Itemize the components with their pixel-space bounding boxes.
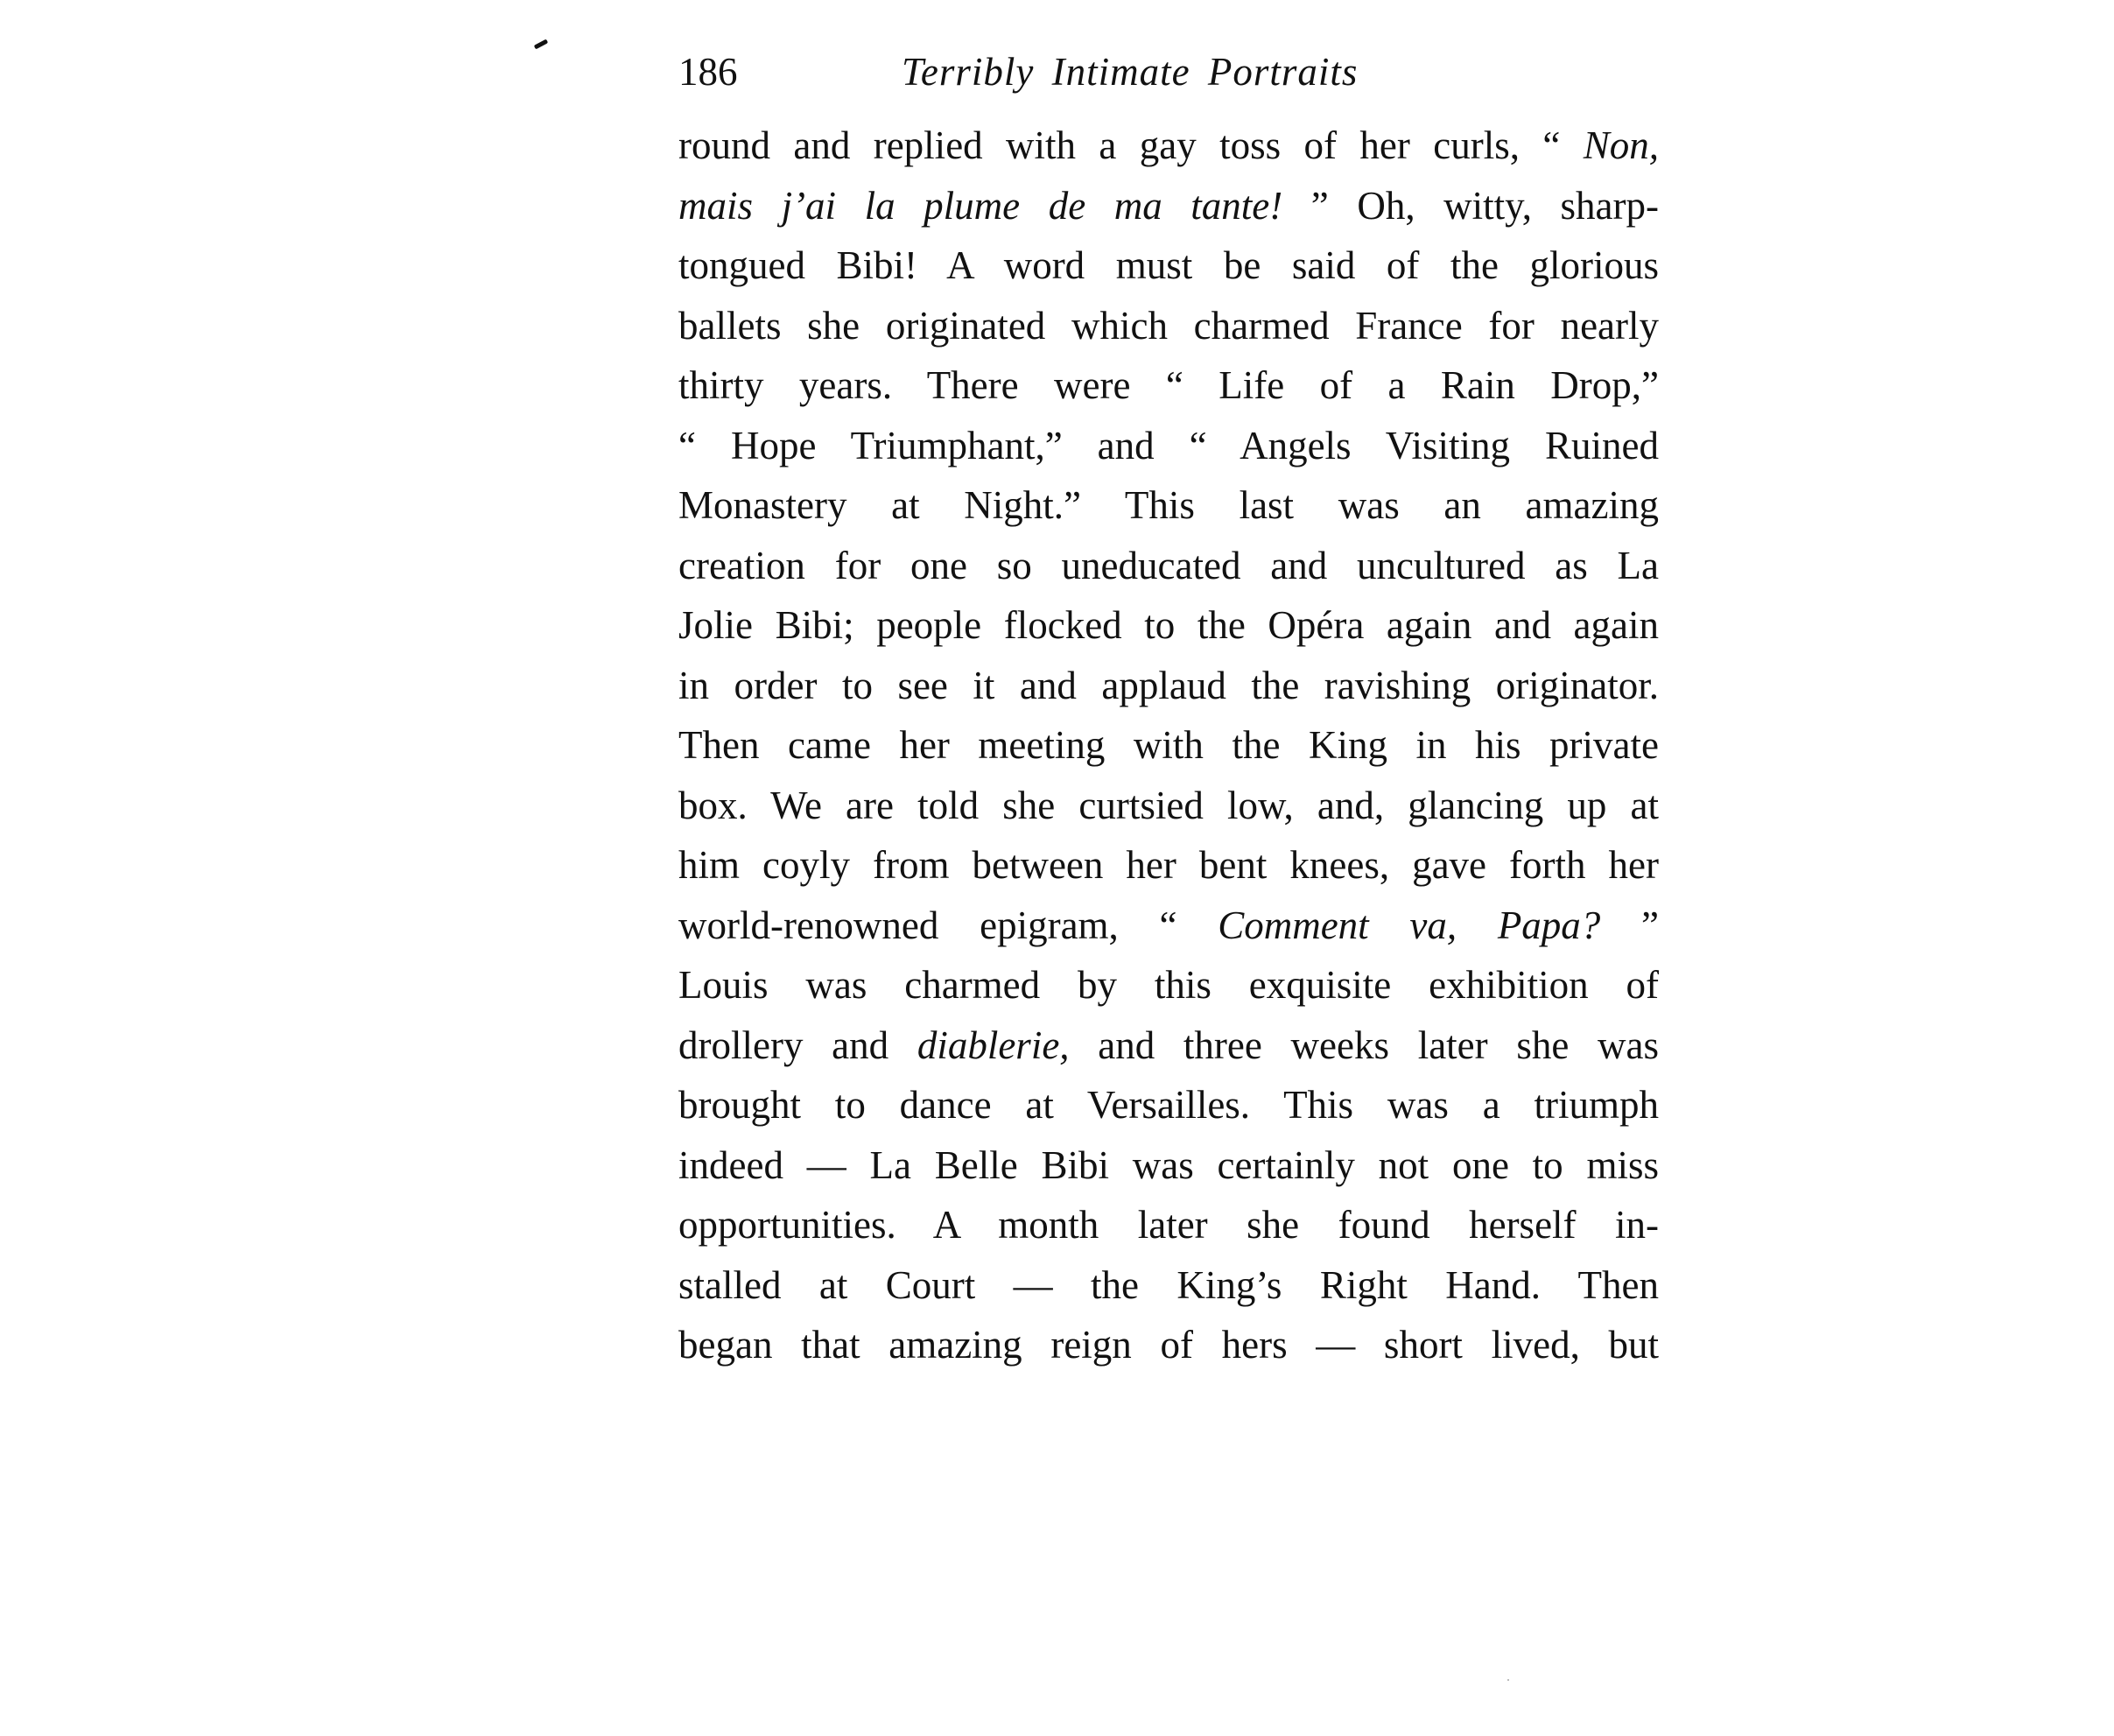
text-run: opportunities. A month later she found herself in- (678, 1203, 1659, 1247)
text-run: thirty years. There were “ Life of a Rain Drop,” (678, 363, 1659, 407)
italic-phrase: Non, (1583, 123, 1659, 167)
text-line (678, 955, 1659, 1016)
text-line (678, 656, 1659, 716)
text-run: Monastery at Night.” This last was an amazing (678, 483, 1659, 527)
text-line (678, 355, 1659, 416)
text-run: box. We are told she curtsied low, and, glancing up at (678, 783, 1659, 827)
text-run: creation for one so uneducated and uncultured as La (678, 543, 1659, 587)
text-line (678, 715, 1659, 776)
text-run: ballets she originated which charmed France for nearly (678, 303, 1659, 348)
text-line (678, 1135, 1659, 1196)
page-number: 186 (678, 50, 738, 94)
text-line (678, 595, 1659, 656)
text-run: ” Oh, witty, sharp- (1282, 183, 1659, 228)
running-title: Terribly Intimate Portraits (902, 50, 1359, 94)
text-line (678, 1255, 1659, 1316)
stray-ink-mark (534, 39, 548, 50)
paper-speck (1507, 1679, 1509, 1681)
text-line (678, 1075, 1659, 1135)
text-run: began that amazing reign of hers — short lived, but (678, 1323, 1659, 1367)
text-run: Louis was charmed by this exquisite exhibition of (678, 963, 1659, 1007)
text-run: and three weeks later she was (1069, 1023, 1659, 1067)
text-line (678, 475, 1659, 536)
text-line (678, 116, 1659, 176)
text-line (678, 776, 1659, 836)
text-run: stalled at Court — the King’s Right Hand. Then (678, 1262, 1659, 1307)
text-run: tongued Bibi! A word must be said of the glorious (678, 243, 1659, 287)
text-line (678, 296, 1659, 356)
text-run: indeed — La Belle Bibi was certainly not one to miss (678, 1142, 1659, 1187)
text-run: round and replied with a gay toss of her curls, “ (678, 123, 1584, 167)
italic-phrase: diablerie, (917, 1023, 1070, 1067)
text-run: Then came her meeting with the King in his private (678, 723, 1659, 767)
text-line (678, 1315, 1659, 1375)
text-run: drollery and (678, 1023, 917, 1067)
text-line (678, 235, 1659, 296)
text-run: in order to see it and applaud the ravishing originator. (678, 663, 1659, 707)
text-line (678, 835, 1659, 896)
text-line (678, 896, 1659, 956)
text-line (678, 176, 1659, 236)
italic-phrase: mais j’ai la plume de ma tante! (678, 183, 1283, 228)
text-line (678, 536, 1659, 596)
text-line (678, 1016, 1659, 1076)
text-run: Jolie Bibi; people flocked to the Opéra again and again (678, 603, 1659, 647)
text-run: brought to dance at Versailles. This was a triumph (678, 1083, 1659, 1127)
text-run: world-renowned epigram, “ (678, 903, 1219, 947)
text-run: “ Hope Triumphant,” and “ Angels Visiting Ruined (678, 423, 1659, 467)
text-line (678, 416, 1659, 476)
text-run: ” (1600, 903, 1659, 947)
text-run: him coyly from between her bent knees, gave forth her (678, 843, 1659, 887)
italic-phrase: Comment va, Papa? (1218, 903, 1601, 947)
body-text (678, 116, 1659, 1375)
text-line (678, 1195, 1659, 1255)
running-header (678, 46, 1659, 98)
